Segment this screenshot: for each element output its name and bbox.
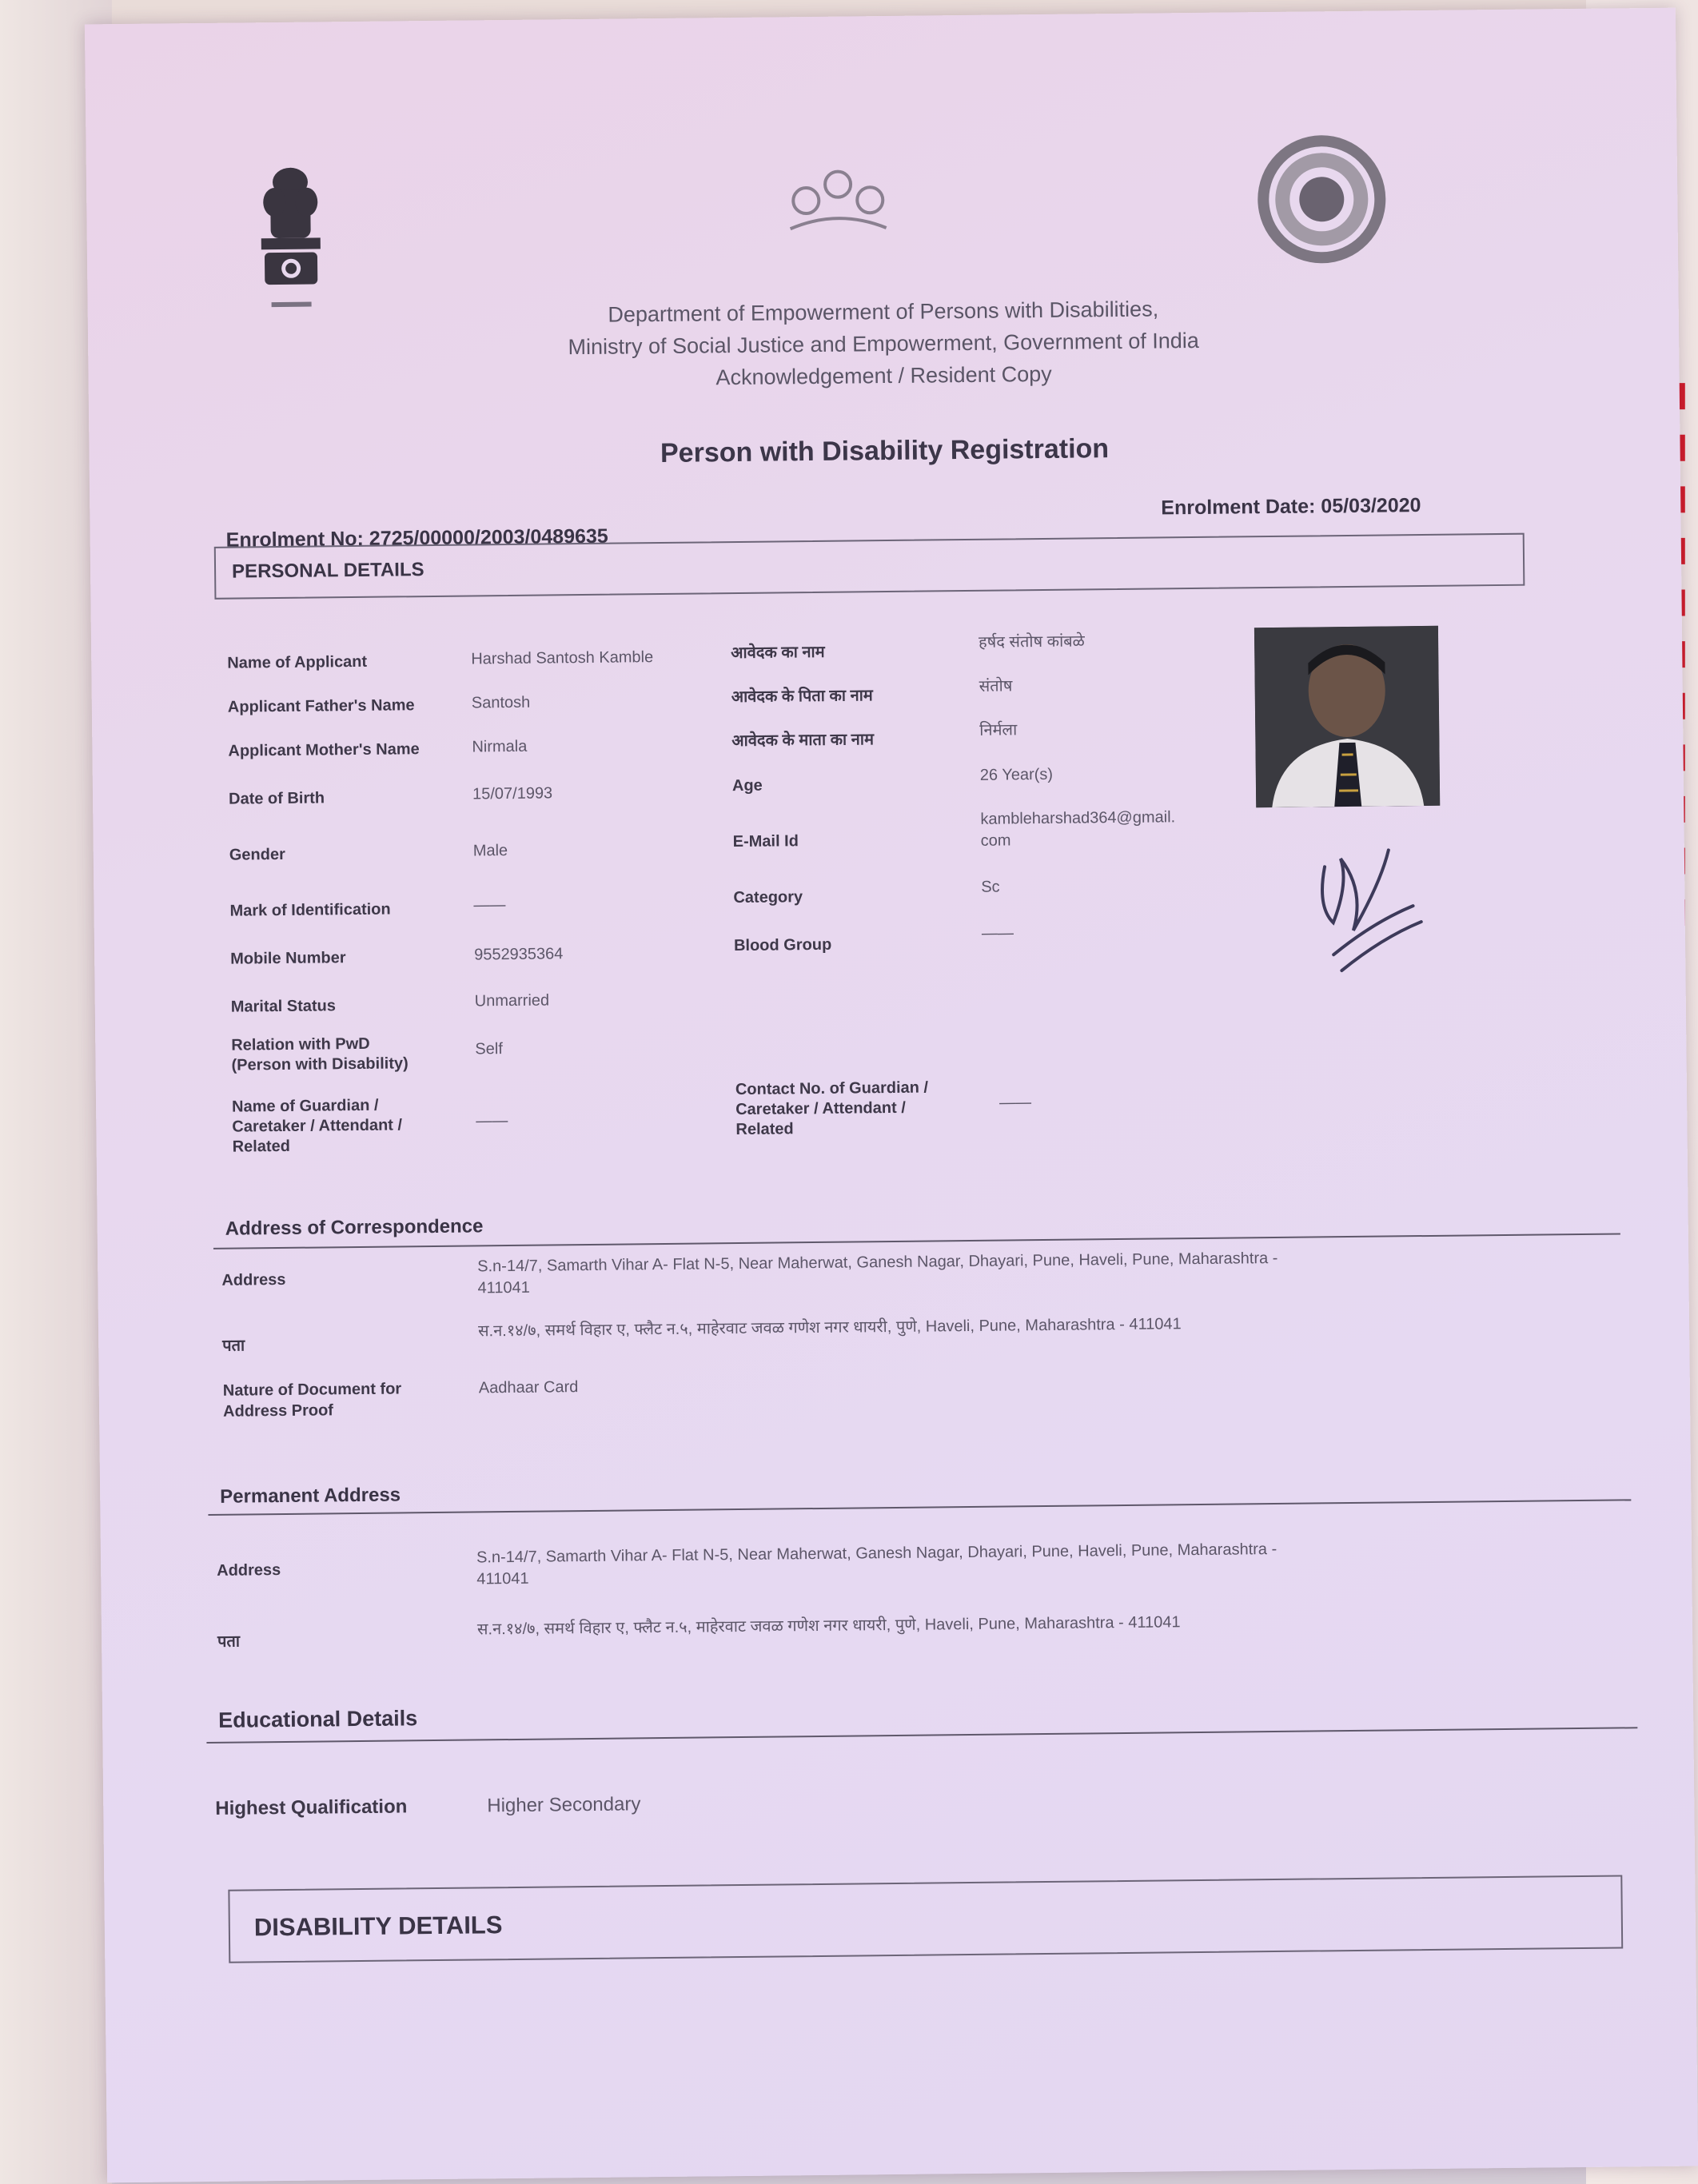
mother-value: Nirmala	[472, 737, 528, 756]
qualification-value: Higher Secondary	[487, 1793, 641, 1817]
email-label: E-Mail Id	[732, 832, 799, 851]
enrolment-number: Enrolment No: 2725/00000/2003/0489635	[225, 524, 608, 552]
guardian-value: ——	[476, 1112, 508, 1130]
seal-icon	[1253, 130, 1390, 268]
father-hi-value: संतोष	[979, 677, 1013, 695]
applicant-photo-image	[1254, 626, 1440, 807]
permanent-address-label: Address	[217, 1561, 281, 1580]
contact-label-line1: Contact No. of Guardian /	[735, 1078, 929, 1099]
father-hi-label: आवेदक के पिता का नाम	[731, 687, 873, 707]
name-hi-value: हर्षद संतोष कांबळे	[978, 632, 1085, 652]
name-value: Harshad Santosh Kamble	[471, 648, 654, 668]
gender-label: Gender	[229, 845, 285, 864]
mark-value: ——	[473, 896, 506, 915]
dob-value: 15/07/1993	[472, 784, 553, 803]
disability-details-title: DISABILITY DETAILS	[253, 1911, 503, 1942]
permanent-address-hi-label: पता	[217, 1632, 241, 1651]
applicant-photo	[1254, 626, 1440, 807]
category-label: Category	[733, 888, 803, 907]
education-title: Educational Details	[217, 1706, 418, 1732]
guardian-label-line1: Name of Guardian /	[231, 1096, 379, 1116]
guardian-label-line2: Caretaker / Attendant /	[232, 1116, 403, 1136]
category-value: Sc	[981, 878, 1000, 896]
age-value: 26 Year(s)	[979, 765, 1054, 784]
marital-label: Marital Status	[230, 997, 337, 1016]
national-emblem-icon	[246, 157, 336, 326]
marital-value: Unmarried	[474, 991, 550, 1010]
contact-value: ——	[998, 1094, 1032, 1112]
department-logo-icon	[774, 160, 903, 241]
gender-value: Male	[472, 842, 508, 860]
doc-label-line1: Nature of Document for	[222, 1380, 402, 1400]
blood-value: ——	[981, 924, 1014, 943]
personal-details-title: PERSONAL DETAILS	[231, 559, 424, 583]
mother-hi-value: निर्मला	[979, 721, 1018, 739]
relation-label-line2: (Person with Disability)	[231, 1054, 409, 1074]
contact-label-line3: Related	[735, 1120, 794, 1139]
mother-hi-label: आवेदक के माता का नाम	[731, 731, 875, 751]
doc-label-line2: Address Proof	[222, 1401, 334, 1421]
name-hi-label: आवेदक का नाम	[731, 643, 825, 663]
document-title: Person with Disability Registration	[660, 433, 1110, 468]
dob-label: Date of Birth	[228, 789, 325, 808]
qualification-label: Highest Qualification	[215, 1795, 408, 1819]
header-copy-type: Acknowledgement / Resident Copy	[715, 361, 1052, 390]
doc-value: Aadhaar Card	[478, 1378, 579, 1397]
header-ministry: Ministry of Social Justice and Empowerment, Government of India	[568, 328, 1199, 360]
permanent-rule	[208, 1499, 1631, 1516]
relation-label-line1: Relation with PwD	[231, 1034, 370, 1054]
permanent-address-hi-value: स.न.१४/७, समर्थ विहार ए, फ्लैट न.५, माहेरवाट जवळ गणेश नगर धायरी, पुणे, Haveli, Pune, Maharashtra - 411041	[476, 1613, 1181, 1639]
contact-label-line2: Caretaker / Attendant /	[735, 1098, 906, 1119]
blood-label: Blood Group	[733, 935, 832, 955]
correspondence-address-hi-value: स.न.१४/७, समर्थ विहार ए, फ्लैट न.५, माहेरवाट जवळ गणेश नगर धायरी, पुणे, Haveli, Pune, Maharashtra - 411041	[477, 1315, 1182, 1341]
name-label: Name of Applicant	[227, 652, 368, 672]
disability-details-header	[228, 1875, 1623, 1963]
permanent-title: Permanent Address	[220, 1484, 401, 1508]
email-value-line2: com	[980, 831, 1011, 850]
permanent-address-line1: S.n-14/7, Samarth Vihar A- Flat N-5, Near Maherwat, Ganesh Nagar, Dhayari, Pune, Haveli, Pune, Maharashtra -	[476, 1540, 1277, 1567]
correspondence-title: Address of Correspondence	[225, 1215, 484, 1240]
age-label: Age	[731, 776, 763, 795]
permanent-address-line2: 411041	[476, 1569, 529, 1588]
applicant-signature	[1309, 834, 1430, 979]
education-rule	[206, 1727, 1637, 1744]
father-label: Applicant Father's Name	[227, 696, 415, 716]
mobile-value: 9552935364	[474, 945, 564, 964]
correspondence-address-line2: 411041	[477, 1278, 530, 1297]
guardian-label-line3: Related	[232, 1137, 290, 1156]
mother-label: Applicant Mother's Name	[228, 740, 420, 760]
mobile-label: Mobile Number	[230, 949, 346, 968]
mark-label: Mark of Identification	[229, 900, 391, 920]
relation-value: Self	[475, 1040, 503, 1058]
correspondence-address-hi-label: पता	[222, 1337, 245, 1355]
father-value: Santosh	[471, 693, 531, 712]
header-department: Department of Empowerment of Persons with Disabilities,	[608, 297, 1159, 327]
document-page	[85, 8, 1698, 2183]
correspondence-address-line1: S.n-14/7, Samarth Vihar A- Flat N-5, Near Maherwat, Ganesh Nagar, Dhayari, Pune, Haveli, Pune, Maharashtra -	[477, 1249, 1278, 1276]
email-value-line1: kambleharshad364@gmail.	[980, 808, 1176, 828]
enrolment-date: Enrolment Date: 05/03/2020	[1161, 494, 1421, 520]
correspondence-address-label: Address	[221, 1270, 286, 1289]
